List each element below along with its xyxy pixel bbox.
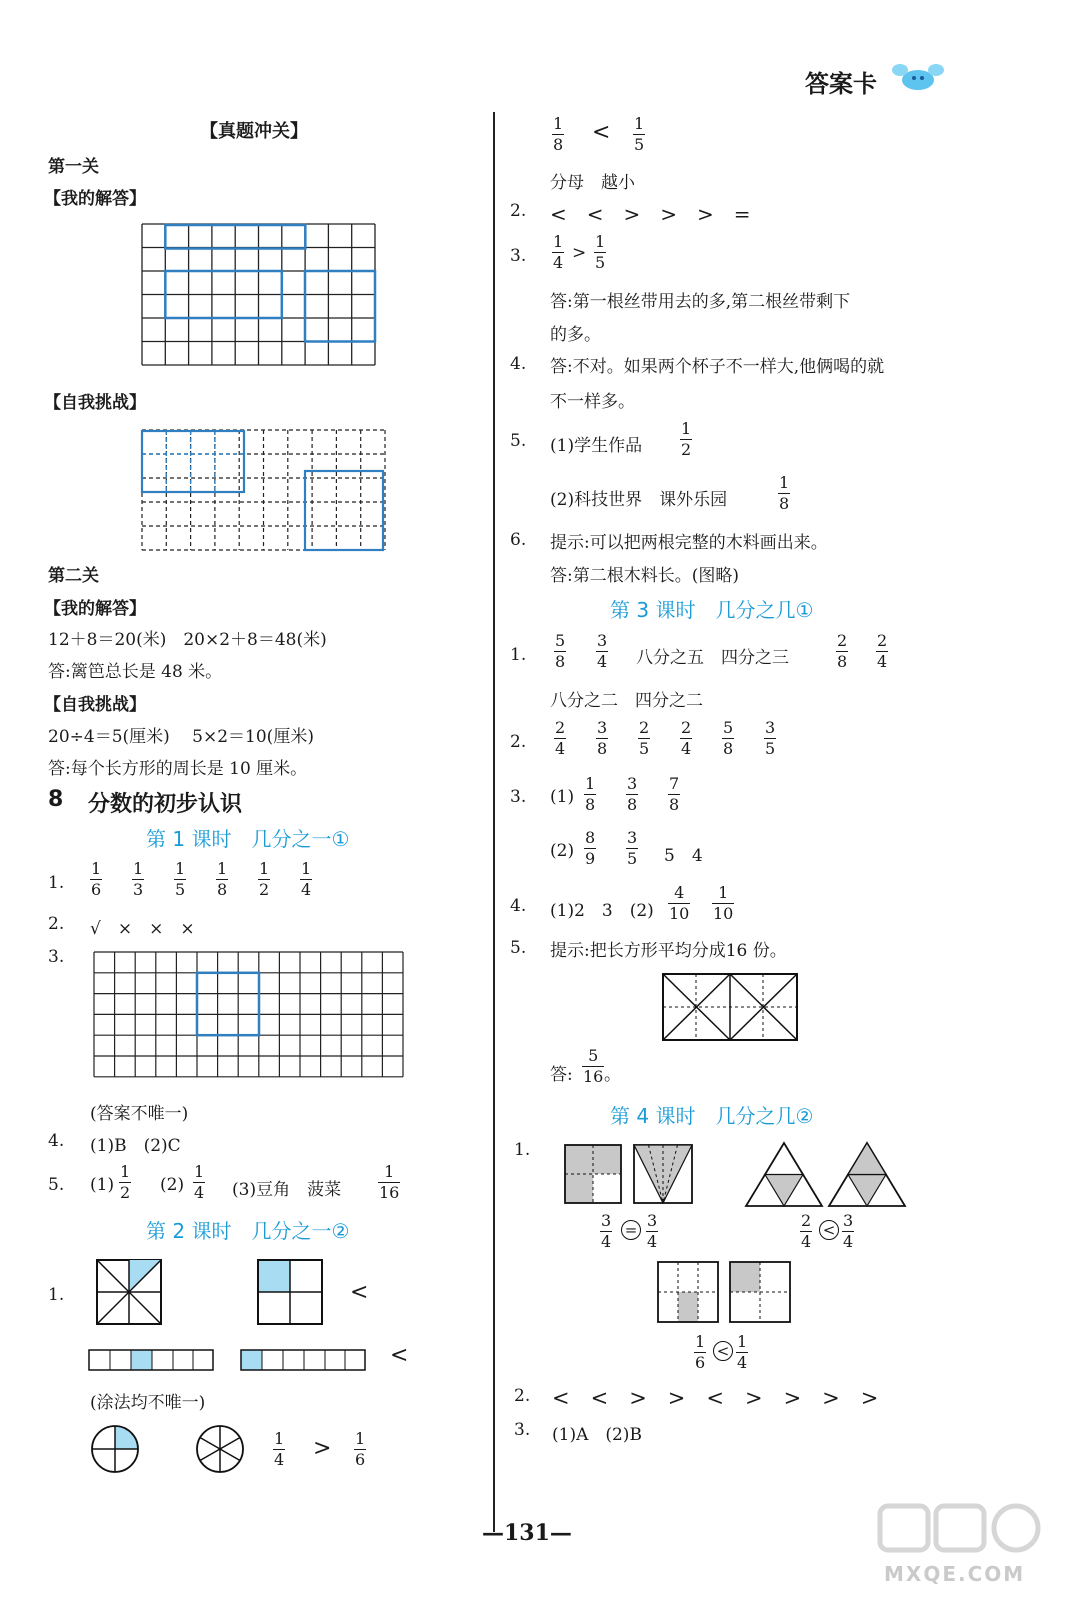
l4-cmp2-frac-1: 2 4 [801,1211,812,1251]
l1-q5-number: 5. [48,1175,65,1195]
l2-note: (涂法均不唯一) [90,1393,206,1413]
r-q4-number: 4. [510,354,527,374]
r-q3-number: 3. [510,246,527,266]
l4-cmp3-frac-1: 1 6 [695,1332,706,1372]
strip-sixths-figure-2 [241,1350,367,1372]
rect-sixteenths-figure [663,974,799,1042]
r-q5-part2: (2)科技世界 课外乐园 [550,490,728,510]
l3-q4-answer: (1)2 3 (2) [550,901,654,921]
r-q3-frac-1: 1 4 [553,232,564,272]
l1-q4-number: 4. [48,1131,65,1151]
r-frac-top-1: 1 8 [553,114,564,154]
r-q4-answer-2: 不一样多。 [550,392,635,412]
l3-q4-number: 4. [510,896,527,916]
l4-q1-number: 1. [514,1140,531,1160]
l2-less-than-2: < [390,1343,409,1368]
calc-line-1: 12＋8＝20(米) 20×2＋8＝48(米) [48,630,327,650]
l1-q5-frac-1: 1 2 [120,1162,131,1202]
zhenti-heading: 【真题冲关】 [200,121,308,142]
l3-q5-frac: 5 16 [583,1046,604,1086]
l2-less-than-1: < [350,1280,369,1305]
r-less-than: < [592,120,611,145]
r-line-1: 分母 越小 [550,173,635,193]
l1-q1-frac-5: 1 2 [259,859,270,899]
l3-q3b-frac-2: 3 5 [627,828,638,868]
l3-q1-number: 1. [510,645,527,665]
l1-q5-frac-2: 1 4 [194,1162,205,1202]
grid-figure-1 [142,224,378,369]
l1-q1-number: 1. [48,873,65,893]
square-triangle-shaded [634,1145,694,1205]
triangle-three-quarters-shaded [828,1142,906,1208]
l3-q2-frac-5: 5 8 [723,718,734,758]
l1-q3-note: (答案不唯一) [90,1104,189,1124]
l3-q1-text-2: 八分之二 四分之二 [550,691,703,711]
l4-q2-answer: < < > > < > > > > [552,1386,879,1410]
r-q5-number: 5. [510,431,527,451]
square-quarter-shaded [730,1262,792,1324]
column-divider [493,112,495,1532]
l4-cmp1-frac-2: 3 4 [647,1211,658,1251]
l3-q2-frac-1: 2 4 [555,718,566,758]
l4-q2-number: 2. [514,1386,531,1406]
l3-q1-frac-3: 2 8 [837,631,848,671]
outlined-rectangle [305,471,383,550]
l1-q1-frac-3: 1 5 [175,859,186,899]
l3-q2-frac-2: 3 8 [597,718,608,758]
self-challenge-label-2: 【自我挑战】 [44,695,146,715]
l2-frac-1: 1 4 [274,1429,285,1469]
r-q2-number: 2. [510,201,527,221]
l4-cmp2-symbol: < [819,1220,839,1240]
r-q3-answer-1: 答:第一根丝带用去的多,第二根丝带剩下 [550,292,851,312]
chapter-title: 分数的初步认识 [88,792,243,817]
circle-quarters-figure [91,1425,141,1475]
square-quarters-figure [258,1260,324,1326]
watermark-logo-icon [876,1500,1046,1560]
square-three-quarters-shaded [565,1145,623,1205]
l1-q5-frac-3: 1 16 [379,1162,400,1202]
r-q5-frac-2: 1 8 [779,473,790,513]
l3-q1-text-1: 八分之五 四分之三 [636,648,789,668]
r-q5-frac-1: 1 2 [681,419,692,459]
l4-cmp1-symbol: = [621,1220,641,1240]
l4-q3-number: 3. [514,1420,531,1440]
l3-q1-frac-4: 2 4 [877,631,888,671]
lesson-4-title: 第 4 课时 几分之几② [610,1104,814,1128]
l1-q2-number: 2. [48,914,65,934]
l1-q2-answer: √ × × × [90,919,195,939]
square-eighths-figure [97,1260,163,1326]
r-frac-top-2: 1 5 [634,114,645,154]
level2-label: 第二关 [48,566,99,586]
l4-cmp3-symbol: < [713,1341,733,1361]
l3-q5-tip: 提示:把长方形平均分成16 份。 [550,941,787,961]
my-answer-label-2: 【我的解答】 [44,599,146,619]
l2-q1-number: 1. [48,1285,65,1305]
l4-cmp2-frac-2: 3 4 [843,1211,854,1251]
l1-q5-part1: (1) [90,1175,115,1195]
strip-sixths-figure [89,1350,215,1372]
l4-cmp3-frac-2: 1 4 [737,1332,748,1372]
r-q6-hint: 提示:可以把两根完整的木料画出来。 [550,533,828,553]
r-q3-greater: > [572,243,587,263]
l3-q2-frac-4: 2 4 [681,718,692,758]
l3-q1-frac-2: 3 4 [597,631,608,671]
l3-q2-number: 2. [510,732,527,752]
l3-q2-frac-6: 3 5 [765,718,776,758]
l2-frac-2: 1 6 [355,1429,366,1469]
l3-q4-frac-1: 4 10 [669,883,690,923]
l3-q5-answer-prefix: 答: [550,1065,573,1085]
l1-q3-number: 3. [48,947,65,967]
calc-line-2: 20÷4＝5(厘米) 5×2＝10(厘米) [48,727,314,747]
r-q3-frac-2: 1 5 [595,232,606,272]
l2-greater-than: > [313,1436,332,1461]
page-number: —131— [482,1520,572,1546]
l4-q3-answer: (1)A (2)B [552,1425,642,1445]
l3-q5-number: 5. [510,938,527,958]
l1-q1-frac-2: 1 3 [133,859,144,899]
r-q6-answer: 答:第二根木料长。(图略) [550,566,739,586]
answer-card-title: 答案卡 [805,70,877,98]
l1-q5-part2: (2) [160,1175,185,1195]
l1-q4-answer: (1)B (2)C [90,1136,181,1156]
self-challenge-label: 【自我挑战】 [44,393,146,413]
outlined-rectangle [305,271,375,342]
chapter-number: 8 [48,787,64,812]
l4-cmp1-frac-1: 3 4 [601,1211,612,1251]
l3-q4-frac-2: 1 10 [713,883,734,923]
l3-q3b-frac-1: 8 9 [585,828,596,868]
level1-label: 第一关 [48,157,99,177]
l3-q2-frac-3: 2 5 [639,718,650,758]
l3-q3a-frac-1: 1 8 [585,774,596,814]
l3-q3a-frac-3: 7 8 [669,774,680,814]
l1-q5-part3: (3)豆角 菠菜 [232,1180,342,1200]
answer-line-2: 答:每个长方形的周长是 10 厘米。 [48,759,308,779]
grid-figure-2 [142,430,388,554]
outlined-rectangle [142,431,244,492]
r-q4-answer-1: 答:不对。如果两个杯子不一样大,他俩喝的就 [550,357,885,377]
lesson-1-title: 第 1 课时 几分之一① [146,827,350,851]
l3-q1-frac-1: 5 8 [555,631,566,671]
square-sixths-shaded [658,1262,720,1324]
my-answer-label: 【我的解答】 [44,189,146,209]
r-q5-part1: (1)学生作品 [550,436,643,456]
l3-q5-answer-end: 。 [604,1065,621,1085]
watermark-text: MXQE.COM [884,1562,1026,1586]
circle-sixths-figure [196,1425,246,1475]
r-q3-answer-2: 的多。 [550,325,601,345]
triangle-half-shaded [745,1142,823,1208]
watermark [876,1500,1046,1590]
lesson-3-title: 第 3 课时 几分之几① [610,598,814,622]
l1-q1-frac-6: 1 4 [301,859,312,899]
l3-q3-number: 3. [510,787,527,807]
r-q6-number: 6. [510,530,527,550]
crab-logo-icon [888,58,948,94]
lesson-2-title: 第 2 课时 几分之一② [146,1219,350,1243]
answer-line-1: 答:篱笆总长是 48 米。 [48,662,223,682]
outlined-square [197,973,259,1035]
l1-q1-frac-1: 1 6 [91,859,102,899]
grid-figure-3 [94,952,406,1078]
l3-q3-part2: (2) [550,841,575,861]
r-q2-answer: < < > > > = [550,202,751,226]
l3-q3-part2-tail: 5 4 [664,846,703,866]
l3-q3-part1: (1) [550,787,575,807]
l3-q3a-frac-2: 3 8 [627,774,638,814]
l1-q1-frac-4: 1 8 [217,859,228,899]
